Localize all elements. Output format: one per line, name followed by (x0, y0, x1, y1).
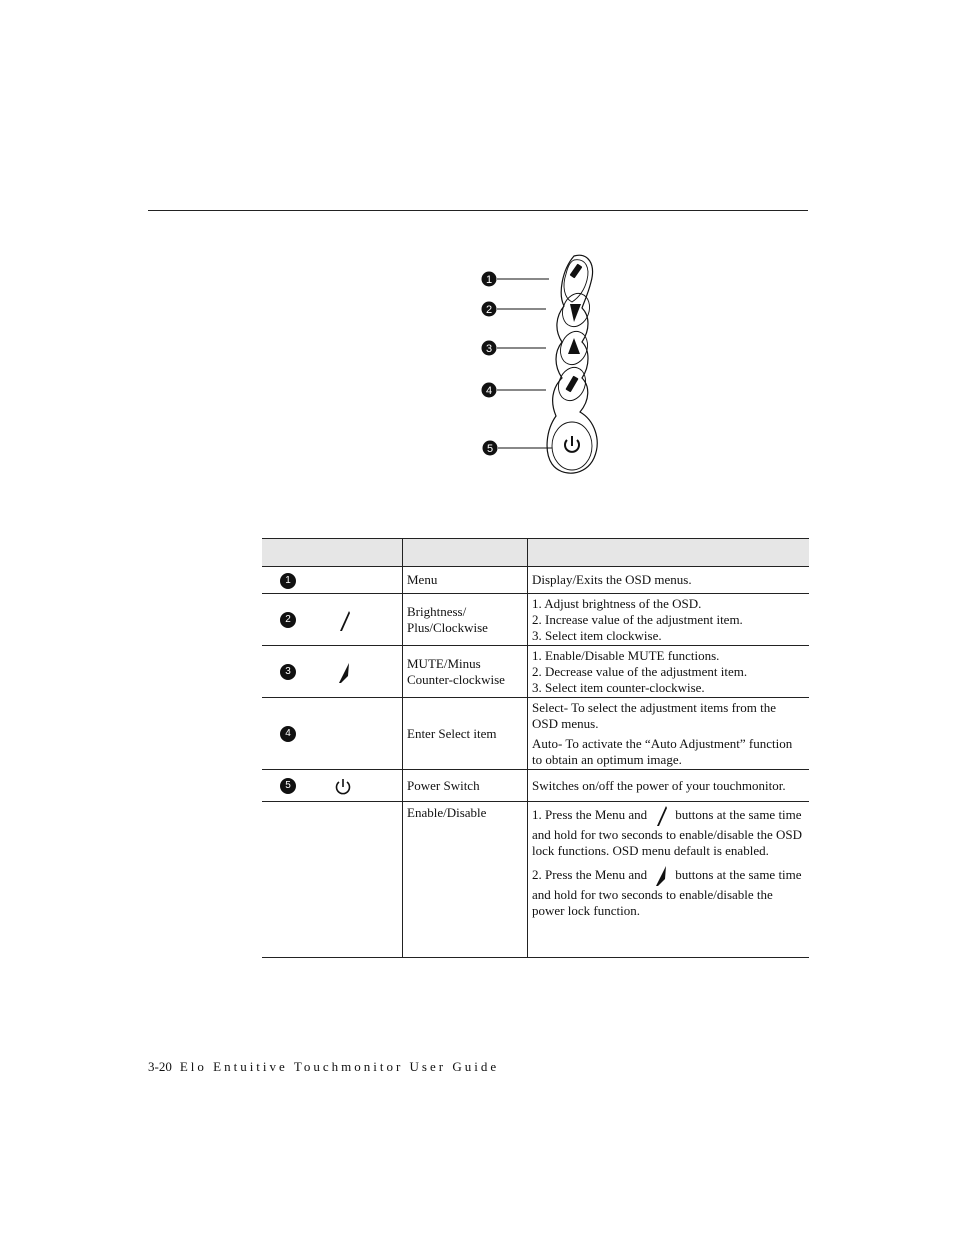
function-cell (403, 594, 528, 646)
description-cell (528, 567, 810, 594)
table-row (262, 646, 809, 698)
callout-2-label: 2 (485, 304, 493, 316)
callout-4-label: 4 (485, 385, 493, 397)
header-cell-3 (528, 539, 810, 567)
header-cell-1 (262, 539, 403, 567)
callout-2 (482, 302, 497, 317)
function-cell: Power Switch (403, 770, 528, 802)
down-arrow-button (558, 290, 594, 331)
control-cell (262, 698, 403, 770)
description-line: 1. Adjust brightness of the OSD. (532, 595, 702, 611)
table-row (262, 698, 809, 770)
description-line: Display/Exits the OSD menus. (532, 572, 692, 587)
callout-1 (482, 272, 497, 287)
function-text: Brightness/ Plus/Clockwise (407, 603, 488, 635)
power-icon (327, 776, 357, 796)
button-panel-diagram (470, 250, 630, 480)
menu-button (570, 264, 583, 279)
description-paragraph (532, 805, 805, 859)
callout-4 (482, 383, 497, 398)
page-number: 3-20 (148, 1059, 172, 1074)
row-number-badge: 1 (280, 573, 296, 589)
function-cell: Enable/Disable (403, 802, 528, 958)
callout-5 (483, 441, 498, 456)
up-arrow-icon (651, 865, 671, 887)
table-row (262, 594, 809, 646)
control-cell (262, 646, 403, 698)
callout-1-label: 1 (485, 274, 493, 286)
control-cell (262, 567, 403, 594)
description-line: Select- To select the adjustment items from the OSD menus. (532, 699, 776, 731)
guide-title: Elo Entuitive Touchmonitor User Guide (179, 1059, 500, 1074)
callout-3 (482, 341, 497, 356)
description-cell (528, 802, 810, 958)
select-button (554, 364, 590, 405)
down-arrow-icon (327, 610, 357, 630)
control-cell (262, 770, 403, 802)
description-text: buttons at the same time and hold for two seconds to enable/disable the OSD lock functions. OSD menu default is enabled. (532, 806, 803, 858)
description-line: 1. Enable/Disable MUTE functions. (532, 647, 720, 663)
description-line: Switches on/off the power of your touchmonitor. (532, 777, 786, 793)
table-row (262, 567, 809, 594)
control-cell (262, 802, 403, 958)
header-cell-2 (403, 539, 528, 567)
callout-5-label: 5 (486, 443, 494, 455)
function-text: MUTE/Minus Counter-clockwise (407, 655, 505, 687)
description-cell (528, 646, 810, 698)
power-button (552, 422, 592, 470)
table-header-row (262, 539, 809, 567)
table-row (262, 802, 809, 958)
table-row (262, 770, 809, 802)
callout-3-label: 3 (485, 343, 493, 355)
function-cell: Enter Select item (403, 698, 528, 770)
function-cell: Menu (403, 567, 528, 594)
description-line: 2. Increase value of the adjustment item. (532, 611, 743, 627)
row-number-badge: 3 (280, 664, 296, 680)
top-rule (148, 210, 808, 211)
description-cell (528, 594, 810, 646)
description-line: 3. Select item counter-clockwise. (532, 679, 705, 695)
description-line: Auto- To activate the “Auto Adjustment” function to obtain an optimum image. (532, 735, 793, 767)
description-cell (528, 698, 810, 770)
page-footer (148, 1059, 499, 1075)
description-line: 3. Select item clockwise. (532, 627, 662, 643)
row-number-badge: 4 (280, 726, 296, 742)
down-arrow-icon (651, 805, 671, 827)
row-number-badge: 5 (280, 778, 296, 794)
description-paragraph (532, 865, 805, 919)
description-text: 2. Press the Menu and (532, 866, 648, 882)
row-number-badge: 2 (280, 612, 296, 628)
description-text: buttons at the same time and hold for two seconds to enable/disable the power lock function. (532, 866, 802, 918)
button-panel-svg (470, 250, 630, 480)
osd-controls-table (262, 538, 809, 958)
description-cell (528, 770, 810, 802)
description-text: 1. Press the Menu and (532, 806, 648, 822)
up-arrow-icon (327, 662, 357, 682)
description-line: 2. Decrease value of the adjustment item. (532, 663, 748, 679)
function-cell (403, 646, 528, 698)
control-cell (262, 594, 403, 646)
